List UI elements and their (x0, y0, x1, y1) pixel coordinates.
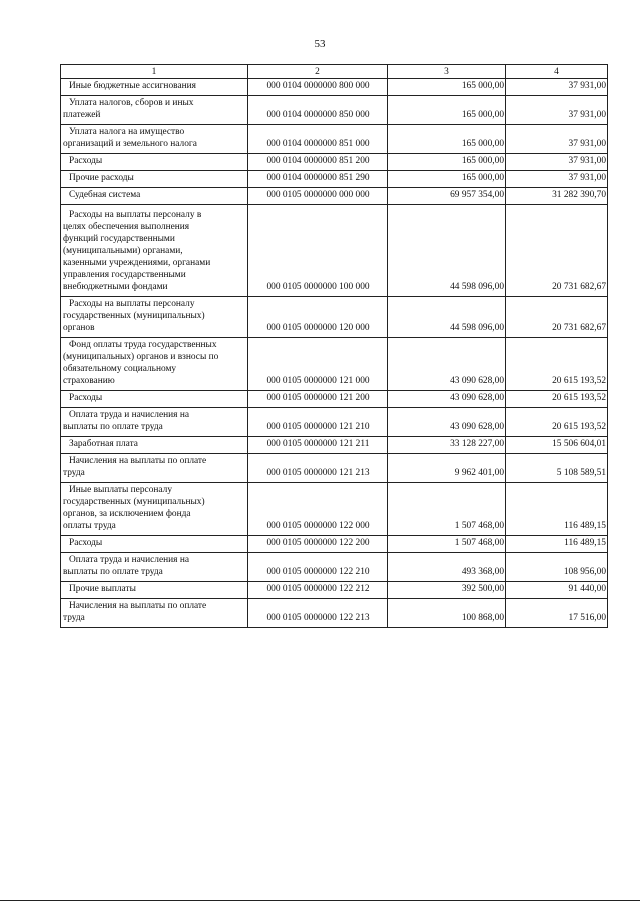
row-code-cell: 000 0105 0000000 000 000 (248, 188, 388, 205)
table-row (61, 454, 608, 483)
row-name-line: обязательному социальному (63, 364, 177, 374)
row-name-cell (61, 582, 248, 599)
row-name-line: выплаты по оплате труда (63, 422, 163, 432)
row-name-line: Начисления на выплаты по оплате (69, 456, 207, 466)
row-code-cell: 000 0105 0000000 121 210 (248, 408, 388, 437)
row-name-line: платежей (63, 110, 101, 120)
row-code-cell: 000 0104 0000000 851 290 (248, 171, 388, 188)
row-value-4-cell: 37 931,00 (506, 171, 608, 188)
row-name-line: труда (63, 468, 85, 478)
row-name-line: страхованию (63, 376, 115, 386)
table-row (61, 536, 608, 553)
row-name-cell (61, 437, 248, 454)
row-name-line: Оплата труда и начисления на (69, 555, 190, 565)
row-name-line: Судебная система (69, 190, 141, 200)
row-value-4-cell: 17 516,00 (506, 599, 608, 628)
col-2-header: 2 (248, 65, 388, 79)
row-name-line: Расходы на выплаты персоналу (69, 299, 195, 309)
row-name-line: выплаты по оплате труда (63, 567, 163, 577)
row-name-cell (61, 205, 248, 297)
table-row (61, 483, 608, 536)
row-value-3-cell: 165 000,00 (388, 79, 506, 96)
row-name-cell (61, 188, 248, 205)
row-value-4-cell: 20 615 193,52 (506, 391, 608, 408)
row-code-cell: 000 0104 0000000 851 000 (248, 125, 388, 154)
row-name-cell (61, 338, 248, 391)
row-code-cell: 000 0105 0000000 122 200 (248, 536, 388, 553)
row-name-line: Начисления на выплаты по оплате (69, 601, 207, 611)
row-value-4-cell: 31 282 390,70 (506, 188, 608, 205)
table-row (61, 188, 608, 205)
row-name-cell (61, 599, 248, 628)
row-value-3-cell: 165 000,00 (388, 171, 506, 188)
row-code-cell: 000 0105 0000000 121 200 (248, 391, 388, 408)
table-row (61, 171, 608, 188)
col-3-header: 3 (388, 65, 506, 79)
row-value-3-cell: 44 598 096,00 (388, 205, 506, 297)
row-value-4-cell: 20 615 193,52 (506, 408, 608, 437)
row-code-cell: 000 0105 0000000 121 211 (248, 437, 388, 454)
row-value-3-cell: 1 507 468,00 (388, 536, 506, 553)
row-name-line: Уплата налога на имущество (69, 127, 185, 137)
table-row (61, 96, 608, 125)
row-name-cell (61, 125, 248, 154)
row-name-line: целях обеспечения выполнения (63, 222, 190, 232)
table-row (61, 599, 608, 628)
row-value-4-cell: 15 506 604,01 (506, 437, 608, 454)
row-value-4-cell: 37 931,00 (506, 154, 608, 171)
row-value-4-cell: 37 931,00 (506, 96, 608, 125)
row-name-cell (61, 96, 248, 125)
row-code-cell: 000 0105 0000000 122 210 (248, 553, 388, 582)
row-name-cell (61, 483, 248, 536)
row-value-3-cell: 493 368,00 (388, 553, 506, 582)
row-value-3-cell: 33 128 227,00 (388, 437, 506, 454)
table-row (61, 391, 608, 408)
table-row (61, 205, 608, 297)
row-value-3-cell: 43 090 628,00 (388, 338, 506, 391)
row-code-cell: 000 0104 0000000 850 000 (248, 96, 388, 125)
row-name-line: труда (63, 613, 85, 623)
row-name-cell (61, 79, 248, 96)
row-name-line: организаций и земельного налога (63, 139, 197, 149)
row-value-3-cell: 100 868,00 (388, 599, 506, 628)
row-name-cell (61, 454, 248, 483)
row-name-line: Уплата налогов, сборов и иных (69, 98, 194, 108)
row-value-3-cell: 165 000,00 (388, 154, 506, 171)
row-value-3-cell: 392 500,00 (388, 582, 506, 599)
row-name-cell (61, 171, 248, 188)
row-name-line: (муниципальными) органами, (63, 246, 183, 256)
row-name-line: государственных (муниципальных) (63, 311, 205, 321)
budget-table (60, 64, 608, 628)
row-name-line: Иные выплаты персоналу (69, 485, 173, 495)
row-value-4-cell: 37 931,00 (506, 125, 608, 154)
row-name-line: управления государственными (63, 270, 186, 280)
col-4-header: 4 (506, 65, 608, 79)
row-name-cell (61, 154, 248, 171)
row-value-3-cell: 165 000,00 (388, 125, 506, 154)
row-value-4-cell: 116 489,15 (506, 483, 608, 536)
row-value-4-cell: 37 931,00 (506, 79, 608, 96)
row-name-line: Прочие выплаты (69, 584, 136, 594)
row-name-line: функций государственными (63, 234, 175, 244)
table-row (61, 79, 608, 96)
row-name-cell (61, 408, 248, 437)
row-code-cell: 000 0105 0000000 121 213 (248, 454, 388, 483)
row-value-4-cell: 20 731 682,67 (506, 297, 608, 338)
table-row (61, 338, 608, 391)
row-name-line: оплаты труда (63, 521, 116, 531)
row-code-cell: 000 0104 0000000 800 000 (248, 79, 388, 96)
row-code-cell: 000 0105 0000000 100 000 (248, 205, 388, 297)
row-name-line: Расходы (69, 393, 103, 403)
row-name-line: Фонд оплаты труда государственных (69, 340, 217, 350)
row-name-line: казенными учреждениями, органами (63, 258, 211, 268)
row-value-4-cell: 20 615 193,52 (506, 338, 608, 391)
row-value-3-cell: 69 957 354,00 (388, 188, 506, 205)
row-name-line: органов (63, 323, 95, 333)
row-name-line: Расходы на выплаты персоналу в (69, 210, 202, 220)
table-row (61, 125, 608, 154)
table-row (61, 408, 608, 437)
row-name-line: Оплата труда и начисления на (69, 410, 190, 420)
row-value-4-cell: 20 731 682,67 (506, 205, 608, 297)
row-name-line: Расходы (69, 538, 103, 548)
row-name-line: государственных (муниципальных) (63, 497, 205, 507)
table-row (61, 437, 608, 454)
row-code-cell: 000 0105 0000000 120 000 (248, 297, 388, 338)
row-value-3-cell: 43 090 628,00 (388, 408, 506, 437)
row-name-cell (61, 553, 248, 582)
row-code-cell: 000 0105 0000000 121 000 (248, 338, 388, 391)
table-row (61, 553, 608, 582)
row-name-line: Заработная плата (69, 439, 138, 449)
row-value-3-cell: 9 962 401,00 (388, 454, 506, 483)
row-name-line: Расходы (69, 156, 103, 166)
table-row (61, 154, 608, 171)
col-1-header: 1 (61, 65, 248, 79)
row-name-cell (61, 391, 248, 408)
row-code-cell: 000 0105 0000000 122 212 (248, 582, 388, 599)
row-value-3-cell: 165 000,00 (388, 96, 506, 125)
row-value-3-cell: 43 090 628,00 (388, 391, 506, 408)
row-name-line: (муниципальных) органов и взносы по (63, 352, 219, 362)
table-row (61, 297, 608, 338)
table-row (61, 582, 608, 599)
row-value-3-cell: 1 507 468,00 (388, 483, 506, 536)
row-value-4-cell: 91 440,00 (506, 582, 608, 599)
row-value-3-cell: 44 598 096,00 (388, 297, 506, 338)
row-code-cell: 000 0105 0000000 122 213 (248, 599, 388, 628)
column-number-header (61, 65, 608, 79)
row-name-cell (61, 297, 248, 338)
row-value-4-cell: 108 956,00 (506, 553, 608, 582)
row-name-line: Иные бюджетные ассигнования (69, 81, 196, 91)
row-name-cell (61, 536, 248, 553)
row-name-line: Прочие расходы (69, 173, 134, 183)
page-number: 53 (314, 38, 326, 50)
row-name-line: внебюджетными фондами (63, 282, 168, 292)
row-name-line: органов, за исключением фонда (63, 509, 191, 519)
row-code-cell: 000 0104 0000000 851 200 (248, 154, 388, 171)
row-code-cell: 000 0105 0000000 122 000 (248, 483, 388, 536)
page-bottom-rule (0, 900, 640, 901)
row-value-4-cell: 5 108 589,51 (506, 454, 608, 483)
row-value-4-cell: 116 489,15 (506, 536, 608, 553)
